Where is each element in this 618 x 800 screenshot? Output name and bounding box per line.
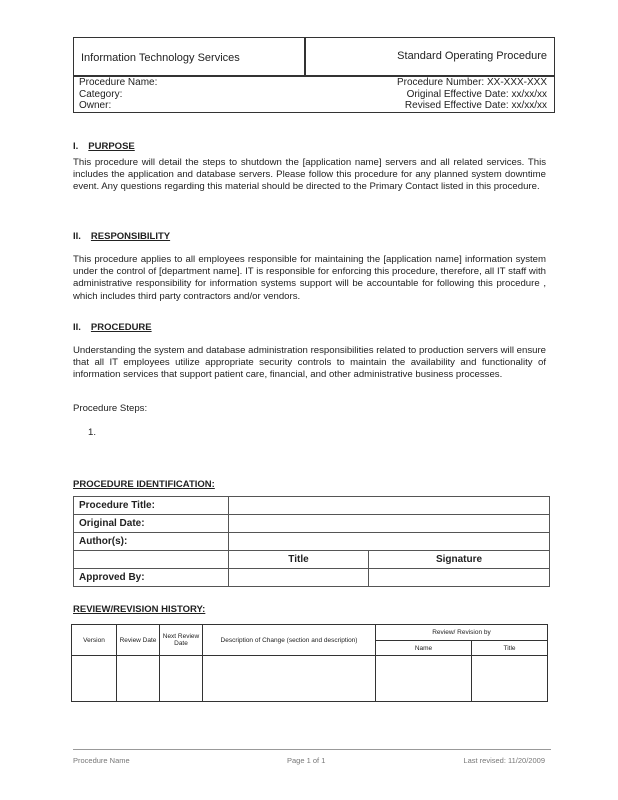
approved-by-title-value[interactable] <box>229 569 369 587</box>
revision-table <box>71 624 548 702</box>
next-review-date-header: Next Review Date <box>160 625 203 656</box>
category-label: Category: <box>79 89 123 100</box>
name-cell[interactable] <box>376 656 472 702</box>
approved-by-signature-value[interactable] <box>369 569 550 587</box>
purpose-text: This procedure will detail the steps to shutdown the [application name] servers and all related services. This includes the application and database servers. Please follow this procedure for any planned system downtime event. Any questions regarding this material should be directed to the Primary Contact listed in this procedure. <box>73 157 546 193</box>
original-date-value[interactable] <box>229 515 550 533</box>
description-cell[interactable] <box>203 656 376 702</box>
responsibility-title: RESPONSIBILITY <box>90 231 171 242</box>
procedure-heading <box>73 322 152 333</box>
document-header <box>73 37 555 113</box>
purpose-heading <box>73 141 135 152</box>
review-date-header: Review Date <box>117 625 160 656</box>
procedure-name-label: Procedure Name: <box>79 77 158 88</box>
responsibility-text: This procedure applies to all employees responsible for maintaining the [application name] information system under the control of [department name]. IT is responsible for enforcing this procedure, therefore, all IT staff with administrative responsibility for information systems support will be accountable for following this procedure , which includes third party contractors and/or vendors. <box>73 254 546 302</box>
procedure-text: Understanding the system and database administration responsibilities related to production servers will ensure that all IT employees utilize appropriate security controls to maintain the availability and functionality of information services that support patient care, financial, and other administrative business processes. <box>73 345 546 381</box>
footer-page-number: Page 1 of 1 <box>287 756 326 765</box>
purpose-number: I. <box>73 141 79 152</box>
signature-column-header: Signature <box>369 551 550 569</box>
reviewed-by-header: Review/ Revision by <box>376 625 548 641</box>
description-header: Description of Change (section and description) <box>203 625 376 656</box>
footer-procedure-name: Procedure Name <box>73 756 130 765</box>
title-header: Title <box>472 641 548 656</box>
authors-value[interactable] <box>229 533 550 551</box>
footer-last-revised: Last revised: 11/20/2009 <box>463 756 545 765</box>
purpose-title: PURPOSE <box>88 141 135 152</box>
procedure-title-value[interactable] <box>229 497 550 515</box>
procedure-step-1: 1. <box>88 427 97 438</box>
title-cell[interactable] <box>472 656 548 702</box>
review-date-cell[interactable] <box>117 656 160 702</box>
original-effective-date: Original Effective Date: xx/xx/xx <box>406 89 547 100</box>
header-divider <box>304 38 306 75</box>
revised-effective-date: Revised Effective Date: xx/xx/xx <box>404 100 547 111</box>
next-review-date-cell[interactable] <box>160 656 203 702</box>
version-cell[interactable] <box>72 656 117 702</box>
responsibility-heading <box>73 231 170 242</box>
owner-label: Owner: <box>79 100 112 111</box>
footer-divider <box>73 749 551 750</box>
identification-table <box>73 496 550 587</box>
procedure-title: PROCEDURE <box>90 322 152 333</box>
approved-by-label: Approved By: <box>74 569 229 587</box>
doc-type: Standard Operating Procedure <box>397 50 547 62</box>
blank-label-cell <box>74 551 229 569</box>
title-column-header: Title <box>229 551 369 569</box>
procedure-steps-label: Procedure Steps: <box>73 403 148 414</box>
org-name: Information Technology Services <box>81 52 240 64</box>
revision-heading: REVIEW/REVISION HISTORY: <box>73 604 206 615</box>
procedure-number: Procedure Number: XX-XXX-XXX <box>396 77 547 88</box>
version-header: Version <box>72 625 117 656</box>
responsibility-number: II. <box>73 231 81 242</box>
authors-label: Author(s): <box>74 533 229 551</box>
procedure-number: II. <box>73 322 81 333</box>
name-header: Name <box>376 641 472 656</box>
identification-heading: PROCEDURE IDENTIFICATION: <box>73 479 215 490</box>
procedure-title-label: Procedure Title: <box>74 497 229 515</box>
original-date-label: Original Date: <box>74 515 229 533</box>
